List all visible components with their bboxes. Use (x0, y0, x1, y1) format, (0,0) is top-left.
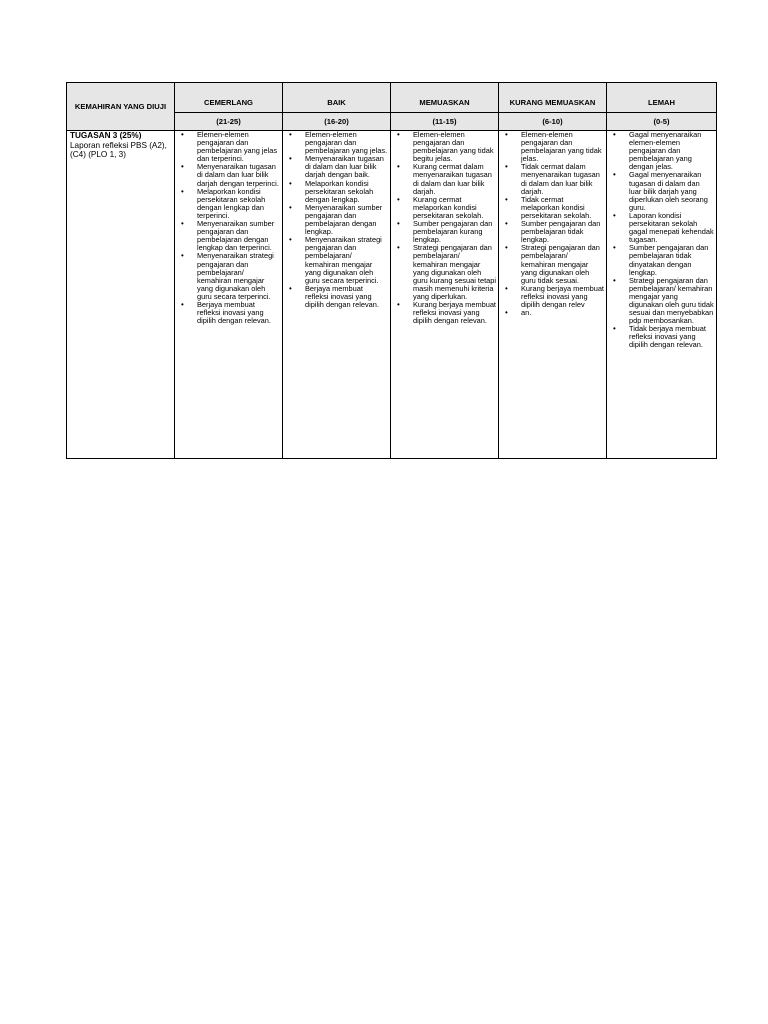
score-range-kurang-memuaskan: (6-10) (499, 113, 607, 131)
criteria-item: • Menyenaraikan sumber pengajaran dan pembelajaran dengan lengkap dan terperinci. (175, 220, 280, 252)
criteria-item: • Kurang cermat dalam menyenaraikan tugasan di dalam dan luar bilik darjah. (391, 163, 496, 195)
criteria-cell-baik (283, 131, 391, 459)
task-row (67, 131, 717, 459)
criteria-list (283, 131, 390, 309)
criteria-item: • an. (499, 309, 604, 317)
task-description: Laporan refleksi PBS (A2), (C4) (PLO 1, 3) (70, 140, 167, 160)
criteria-item: • Menyenaraikan strategi pengajaran dan pembelajaran/ kemahiran mengajar yang digunakan oleh guru secara terperinci. (283, 236, 388, 285)
criteria-item: • Kurang berjaya membuat refleksi inovasi yang dipilih dengan relevan. (391, 301, 496, 325)
criteria-item: • Tidak cermat melaporkan kondisi persekitaran sekolah. (499, 196, 604, 220)
criteria-list (607, 131, 716, 350)
criteria-item: • Menyenaraikan sumber pengajaran dan pembelajaran dengan lengkap. (283, 204, 388, 236)
criteria-item: • Sumber pengajaran dan pembelajaran kurang lengkap. (391, 220, 496, 244)
criteria-item: • Elemen-elemen pengajaran dan pembelajaran yang tidak jelas. (499, 131, 604, 163)
score-range-cemerlang: (21-25) (175, 113, 283, 131)
task-title: TUGASAN 3 (25%) (70, 131, 142, 140)
criteria-list (391, 131, 498, 325)
criteria-item: • Gagal menyenaraikan tugasan di dalam dan luar bilik darjah yang diperlukan oleh seorang guru. (607, 171, 714, 211)
header-label-row (67, 83, 717, 113)
criteria-item: • Sumber pengajaran dan pembelajaran tidak lengkap. (499, 220, 604, 244)
skill-header: KEMAHIRAN YANG DIUJI (67, 83, 175, 131)
criteria-item: • Kurang cermat melaporkan kondisi persekitaran sekolah. (391, 196, 496, 220)
criteria-item: • Tidak cermat dalam menyenaraikan tugasan di dalam dan luar bilik darjah. (499, 163, 604, 195)
level-header-lemah: LEMAH (607, 83, 717, 113)
criteria-item: • Strategi pengajaran dan pembelajaran/ kemahiran mengajar yang digunakan oleh guru kurang sesuai tetapi masih memenuhi kriteria yang diperlukan. (391, 244, 496, 301)
criteria-item: • Gagal menyenaraikan elemen-elemen pengajaran dan pembelajaran yang dengan jelas. (607, 131, 714, 171)
criteria-cell-cemerlang (175, 131, 283, 459)
criteria-item: • Menyenaraikan tugasan di dalam dan luar bilik darjah dengan baik. (283, 155, 388, 179)
score-range-baik: (16-20) (283, 113, 391, 131)
criteria-item: • Elemen-elemen pengajaran dan pembelajaran yang jelas dan terperinci. (175, 131, 280, 163)
criteria-item: • Berjaya membuat refleksi inovasi yang dipilih dengan relevan. (283, 285, 388, 309)
criteria-item: • Strategi pengajaran dan pembelajaran/ kemahiran mengajar yang digunakan oleh guru tidak sesuai. (499, 244, 604, 284)
criteria-item: • Kurang berjaya membuat refleksi inovasi yang dipilih dengan relev (499, 285, 604, 309)
criteria-item: • Strategi pengajaran dan pembelajaran/ kemahiran mengajar yang digunakan oleh guru tidak sesuai dan menyebabkan pdp membosankan. (607, 277, 714, 326)
criteria-list (499, 131, 606, 317)
criteria-item: • Elemen-elemen pengajaran dan pembelajaran yang tidak begitu jelas. (391, 131, 496, 163)
level-header-baik: BAIK (283, 83, 391, 113)
level-header-memuaskan: MEMUASKAN (391, 83, 499, 113)
criteria-item: • Menyenaraikan tugasan di dalam dan luar bilik darjah dengan terperinci. (175, 163, 280, 187)
level-header-cemerlang: CEMERLANG (175, 83, 283, 113)
criteria-item: • Berjaya membuat refleksi inovasi yang dipilih dengan relevan. (175, 301, 280, 325)
criteria-cell-kurang-memuaskan (499, 131, 607, 459)
criteria-list (175, 131, 282, 325)
level-header-kurang-memuaskan: KURANG MEMUASKAN (499, 83, 607, 113)
task-cell (67, 131, 175, 459)
criteria-item: • Menyenaraikan strategi pengajaran dan pembelajaran/ kemahiran mengajar yang digunakan oleh guru secara terperinci. (175, 252, 280, 301)
criteria-item: • Laporan kondisi persekitaran sekolah gagal menepati kehendak tugasan. (607, 212, 714, 244)
criteria-item: • Elemen-elemen pengajaran dan pembelajaran yang jelas. (283, 131, 388, 155)
criteria-item: • Melaporkan kondisi persekitaran sekolah dengan lengkap dan terperinci. (175, 188, 280, 220)
criteria-cell-memuaskan (391, 131, 499, 459)
criteria-item: • Sumber pengajaran dan pembelajaran tidak dinyatakan dengan lengkap. (607, 244, 714, 276)
score-range-memuaskan: (11-15) (391, 113, 499, 131)
criteria-item: • Tidak berjaya membuat refleksi inovasi yang dipilih dengan relevan. (607, 325, 714, 349)
criteria-cell-lemah (607, 131, 717, 459)
rubric-table (66, 82, 717, 459)
criteria-item: • Melaporkan kondisi persekitaran sekolah dengan lengkap. (283, 180, 388, 204)
score-range-lemah: (0-5) (607, 113, 717, 131)
